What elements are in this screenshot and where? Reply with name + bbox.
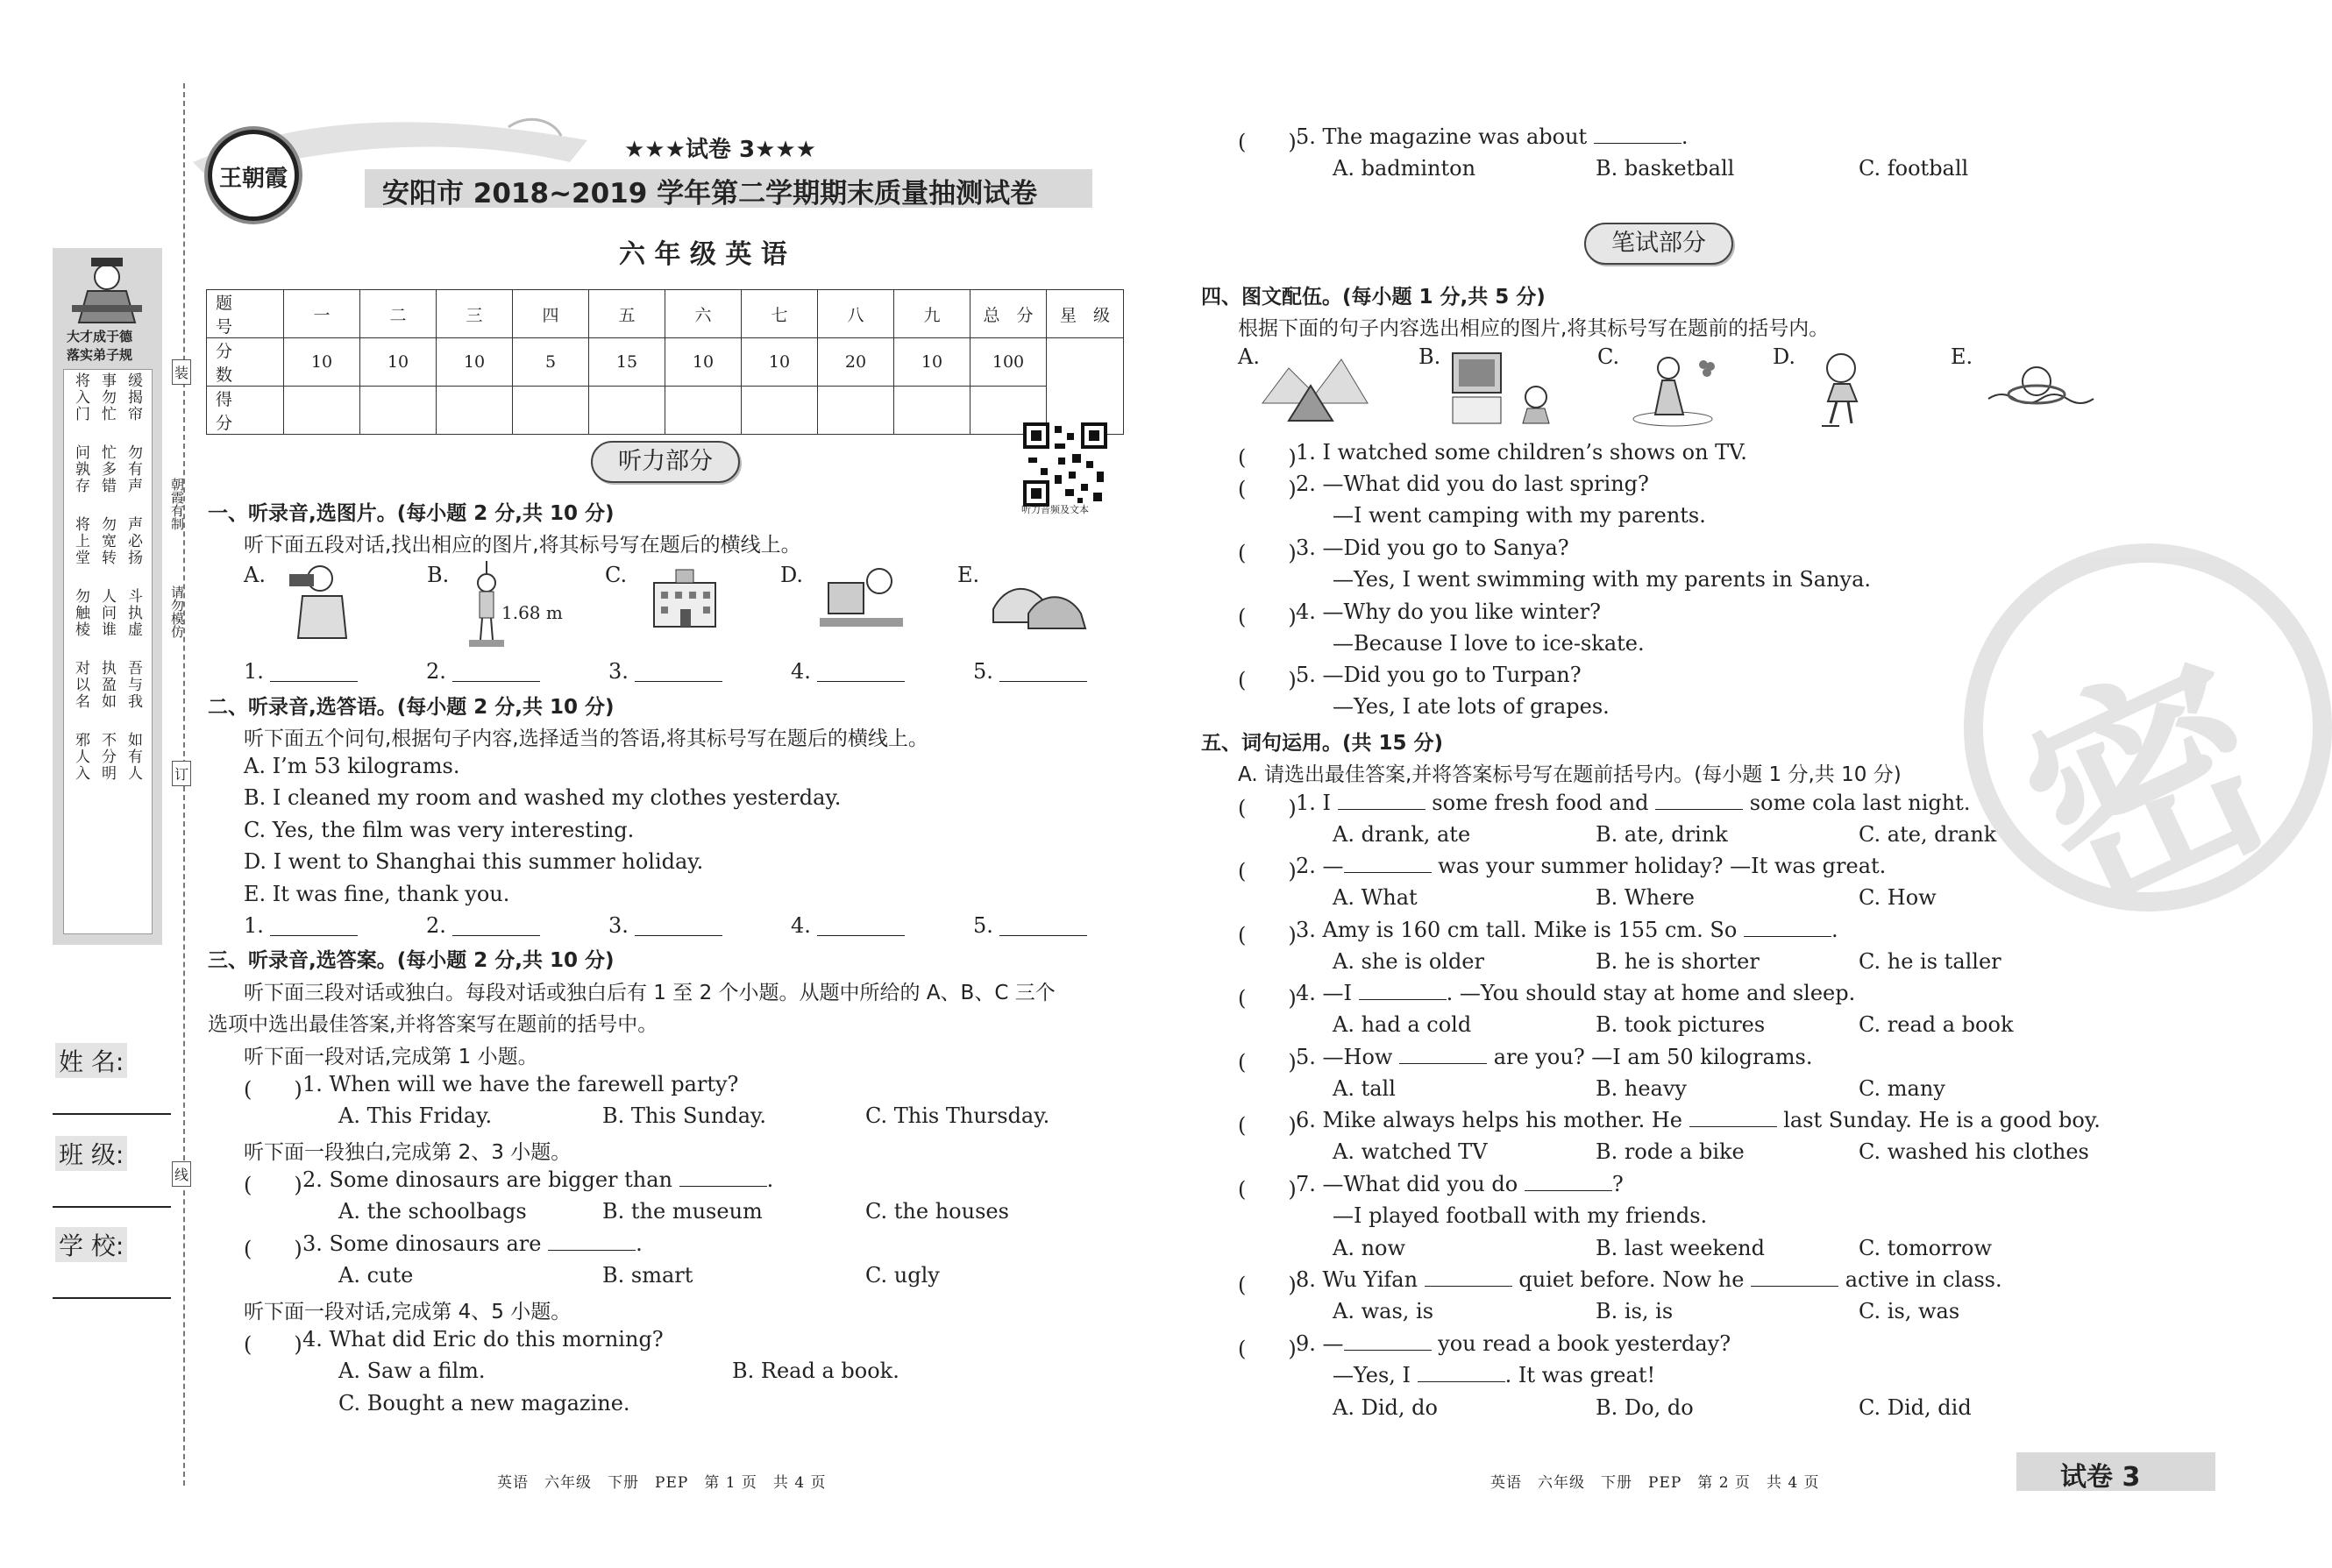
motto-column: 勿触棱	[72, 588, 89, 638]
motto-column: 对以名	[72, 660, 89, 710]
q-text: some fresh food and	[1432, 791, 1649, 815]
paren[interactable]: ( )	[244, 1077, 302, 1102]
answer-blank[interactable]	[999, 919, 1087, 936]
option: A. Saw a film.	[338, 1359, 486, 1383]
s2-option-a: A. I’m 53 kilograms.	[244, 754, 460, 778]
s2-option-e: E. It was fine, thank you.	[244, 882, 510, 906]
answer-blank[interactable]	[1655, 792, 1743, 810]
class-field[interactable]	[53, 1206, 171, 1208]
option: A. This Friday.	[338, 1103, 493, 1128]
scholar-illustration	[53, 252, 162, 331]
paren[interactable]: ( )	[1238, 1050, 1297, 1075]
answer-blank[interactable]	[1344, 1333, 1432, 1351]
paren[interactable]: ( )	[1238, 1337, 1297, 1361]
option: A. Did, do	[1333, 1395, 1438, 1420]
score-cell: 5	[513, 338, 589, 387]
answer-blank[interactable]	[1744, 919, 1831, 937]
answer-blank[interactable]	[270, 664, 358, 682]
option: B. This Sunday.	[602, 1103, 767, 1128]
score-cell: 10	[284, 338, 360, 387]
s2-option-d: D. I went to Shanghai this summer holiday.	[244, 849, 704, 874]
score-cell: 10	[360, 338, 437, 387]
score-cell: 三	[437, 290, 513, 338]
score-cell: 七	[742, 290, 818, 338]
name-label: 姓 名:	[55, 1043, 127, 1078]
paren[interactable]: ( )	[1238, 605, 1297, 629]
motto-column: 斗执虚	[124, 588, 142, 638]
s5-q2	[1296, 854, 1886, 878]
paren[interactable]: ( )	[1238, 445, 1297, 470]
qr-caption: 听力音频及文本	[1021, 504, 1089, 515]
s1-label-e: E.	[957, 563, 980, 587]
option: A. cute	[338, 1263, 414, 1288]
option: A. drank, ate	[1333, 822, 1471, 847]
score-cell: 八	[818, 290, 894, 338]
s4-item: —Yes, I went swimming with my parents in Sanya.	[1333, 567, 1872, 592]
paren[interactable]: ( )	[1238, 541, 1297, 565]
s2-title: 二、听录音,选答语。(每小题 2 分,共 10 分)	[208, 696, 615, 719]
s2-num: 2.	[426, 913, 446, 938]
motto-column: 勿有声	[124, 444, 142, 494]
score-table-header-row	[207, 290, 1124, 338]
s4-item: 3. —Did you go to Sanya?	[1296, 536, 1569, 560]
s4-instr: 根据下面的句子内容选出相应的图片,将其标号写在题前的括号内。	[1238, 317, 1830, 340]
s3-group-2: 听下面一段独白,完成第 2、3 小题。	[244, 1141, 572, 1164]
q-text: 7. —What did you do	[1296, 1172, 1518, 1196]
s1-label-a: A.	[244, 563, 266, 587]
answer-blank[interactable]	[1359, 983, 1447, 1000]
class-label: 班 级:	[55, 1136, 127, 1171]
q-text: 2. —	[1296, 854, 1344, 878]
s2-num: 3.	[608, 913, 629, 938]
option: A. had a cold	[1333, 1012, 1472, 1037]
s1-num: 3.	[608, 659, 629, 684]
paren[interactable]: ( )	[1238, 130, 1297, 154]
q-text: 5. —How	[1296, 1045, 1393, 1069]
building-picture	[636, 570, 733, 631]
ice-skating-picture	[1806, 349, 1885, 432]
s4-item: —Yes, I ate lots of grapes.	[1333, 694, 1610, 719]
s5-q6	[1296, 1108, 2101, 1132]
s4-item: 5. —Did you go to Turpan?	[1296, 663, 1582, 687]
score-cell: 10	[665, 338, 742, 387]
option: C. he is taller	[1859, 949, 2001, 974]
option: B. the museum	[602, 1199, 763, 1224]
option: C. Did, did	[1859, 1395, 1972, 1420]
score-input[interactable]	[818, 387, 894, 435]
s5-part-a: A. 请选出最佳答案,并将答案标号写在题前括号内。(每小题 1 分,共 10 分)	[1238, 763, 1902, 786]
score-cell: 10	[894, 338, 970, 387]
s3-group-1: 听下面一段对话,完成第 1 小题。	[244, 1046, 538, 1068]
s4-item: 2. —What did you do last spring?	[1296, 472, 1649, 496]
q-text: last Sunday. He is a good boy.	[1783, 1108, 2101, 1132]
answer-blank[interactable]	[1418, 1365, 1505, 1382]
score-cell: 10	[437, 338, 513, 387]
option: C. read a book	[1859, 1012, 2014, 1037]
s1-num: 1.	[244, 659, 264, 684]
q-text: .	[1831, 918, 1838, 942]
score-input[interactable]	[742, 387, 818, 435]
answer-blank[interactable]	[548, 1233, 636, 1251]
s5-q7-reply: —I played football with my friends.	[1333, 1203, 1708, 1228]
motto-column: 问孰存	[72, 444, 89, 494]
score-input[interactable]	[284, 387, 360, 435]
s4-item: 4. —Why do you like winter?	[1296, 600, 1601, 624]
score-cell: 九	[894, 290, 970, 338]
answer-blank[interactable]	[1425, 1269, 1512, 1287]
s5-q3	[1296, 918, 1838, 942]
answer-blank[interactable]	[270, 919, 358, 936]
paren[interactable]: ( )	[1238, 477, 1297, 501]
s3-title: 三、听录音,选答案。(每小题 2 分,共 10 分)	[208, 949, 615, 972]
writing-section-badge: 笔试部分	[1584, 223, 1733, 265]
exam-title: 安阳市 2018~2019 学年第二学期期末质量抽测试卷	[382, 178, 1038, 209]
s1-num: 4.	[791, 659, 811, 684]
tv-picture	[1448, 349, 1562, 428]
option: A. the schoolbags	[338, 1199, 527, 1224]
s4-item: —Because I love to ice-skate.	[1333, 631, 1645, 656]
option: C. the houses	[865, 1199, 1009, 1224]
option: A. tall	[1333, 1076, 1396, 1101]
score-input[interactable]	[360, 387, 437, 435]
motto-1: 大才成于德	[67, 329, 133, 344]
answer-blank[interactable]	[817, 919, 905, 936]
paren[interactable]: ( )	[244, 1173, 302, 1197]
option: C. ate, drank	[1859, 822, 1997, 847]
answer-blank[interactable]	[635, 919, 722, 936]
q-text: 9. —	[1296, 1331, 1344, 1356]
paren[interactable]: ( )	[1238, 1273, 1297, 1297]
margin-mark-2: 订	[172, 761, 191, 786]
s4-label-b: B.	[1418, 344, 1441, 369]
answer-blank[interactable]	[1751, 1269, 1838, 1287]
score-cell: 20	[818, 338, 894, 387]
score-table-points-row	[207, 338, 1124, 387]
swimming-picture	[1988, 355, 2094, 421]
option: C. ugly	[865, 1263, 940, 1288]
logo-text: 王朝霞	[219, 166, 288, 192]
s4-item: —I went camping with my parents.	[1333, 503, 1706, 528]
grapes-girl-picture	[1629, 349, 1725, 428]
score-cell: 得 分	[207, 387, 284, 435]
option: C. many	[1859, 1076, 1945, 1101]
score-cell: 总 分	[970, 290, 1047, 338]
s5-q7	[1296, 1172, 1624, 1196]
s3-instr-2: 选项中选出最佳答案,并将答案写在题前的括号中。	[208, 1013, 658, 1036]
motto-column: 忙多错	[98, 444, 116, 494]
height-label: 1.68 m	[501, 602, 563, 623]
paren[interactable]: ( )	[1238, 923, 1297, 947]
option: B. smart	[602, 1263, 693, 1288]
q-text: —Yes, I	[1333, 1363, 1411, 1387]
confidential-stamp	[1964, 543, 2332, 956]
score-cell: 星 级	[1047, 290, 1124, 338]
star-level-cell[interactable]	[1047, 338, 1124, 435]
s3-q4: 4. What did Eric do this morning?	[302, 1327, 664, 1352]
paren[interactable]: ( )	[244, 1332, 302, 1357]
option: B. last weekend	[1596, 1236, 1765, 1260]
s3-q2: 2. Some dinosaurs are bigger than .	[302, 1167, 774, 1192]
motto-column: 人问谁	[98, 588, 116, 638]
s1-instr: 听下面五段对话,找出相应的图片,将其标号写在题后的横线上。	[244, 534, 801, 557]
s5-q9	[1296, 1331, 1731, 1356]
q-text: 2. Some dinosaurs are bigger than	[302, 1167, 673, 1192]
score-input[interactable]	[437, 387, 513, 435]
q-text: . It was great!	[1504, 1363, 1656, 1387]
score-input[interactable]	[894, 387, 970, 435]
option: A. watched TV	[1333, 1139, 1488, 1164]
paren[interactable]: ( )	[1238, 986, 1297, 1011]
motto-column: 如有人	[124, 732, 142, 782]
s3-group-3: 听下面一段对话,完成第 4、5 小题。	[244, 1301, 572, 1323]
s5-q4	[1296, 981, 1855, 1005]
q-text: 6. Mike always helps his mother. He	[1296, 1108, 1682, 1132]
s4-label-c: C.	[1597, 344, 1620, 369]
exam-subtitle: 六 年 级 英 语	[619, 239, 787, 270]
s5-q9-reply	[1333, 1363, 1655, 1387]
s1-label-d: D.	[780, 563, 804, 587]
score-cell: 六	[665, 290, 742, 338]
motto-column: 将入门	[72, 372, 89, 422]
q-text: was your summer holiday? —It was great.	[1438, 854, 1887, 878]
q-text: 5. The magazine was about	[1296, 124, 1588, 149]
s3-q5: 5. The magazine was about .	[1296, 124, 1689, 149]
score-cell: 四	[513, 290, 589, 338]
option: B. Where	[1596, 885, 1695, 910]
paren[interactable]: ( )	[1238, 859, 1297, 883]
answer-blank[interactable]	[635, 664, 722, 682]
s5-q8	[1296, 1267, 2002, 1292]
logo-badge	[208, 130, 299, 221]
margin-mark-1: 装	[172, 359, 191, 385]
option: C. How	[1859, 885, 1937, 910]
q-text: active in class.	[1845, 1267, 2002, 1292]
s5-q1	[1296, 791, 1970, 815]
option: A. was, is	[1333, 1299, 1434, 1323]
motto-2: 落实弟子规	[67, 347, 133, 363]
s1-num: 5.	[973, 659, 993, 684]
footer-left: 英语 六年级 下册 PEP 第 1 页 共 4 页	[497, 1474, 827, 1492]
option: B. rode a bike	[1596, 1139, 1745, 1164]
s4-label-d: D.	[1773, 344, 1796, 369]
q-text: quiet before. Now he	[1518, 1267, 1745, 1292]
answer-blank[interactable]	[452, 919, 540, 936]
score-cell: 题 号	[207, 290, 284, 338]
motto-column: 执盈如	[98, 660, 116, 710]
answer-blank[interactable]	[1338, 792, 1426, 810]
s3-q3: 3. Some dinosaurs are .	[302, 1231, 643, 1256]
listening-section-badge: 听力部分	[591, 441, 740, 483]
photographer-picture	[267, 561, 355, 640]
q-text: ?	[1611, 1172, 1624, 1196]
answer-blank[interactable]	[1689, 1110, 1777, 1127]
motto-column: 将上堂	[72, 516, 89, 566]
option: B. is, is	[1596, 1299, 1674, 1323]
q-text: 3. Amy is 160 cm tall. Mike is 155 cm. So	[1296, 918, 1738, 942]
s5-title: 五、词句运用。(共 15 分)	[1201, 732, 1444, 755]
school-label: 学 校:	[55, 1227, 127, 1262]
option: C. football	[1859, 156, 1969, 181]
score-cell: 五	[589, 290, 665, 338]
score-table-score-row	[207, 387, 1124, 435]
seal-text: 朝霞有制	[169, 478, 185, 530]
q-text: 1. I	[1296, 791, 1332, 815]
s4-item: 1. I watched some children’s shows on TV.	[1296, 440, 1747, 465]
footer-right: 英语 六年级 下册 PEP 第 2 页 共 4 页	[1490, 1474, 1820, 1492]
qr-code	[1023, 422, 1107, 507]
answer-blank[interactable]	[1594, 126, 1681, 144]
camping-picture	[1262, 351, 1368, 425]
warn-text: 请勿模仿	[169, 585, 185, 638]
option: C. is, was	[1859, 1299, 1960, 1323]
s4-label-e: E.	[1951, 344, 1973, 369]
margin-mark-3: 线	[172, 1161, 191, 1187]
s5-q5	[1296, 1045, 1812, 1069]
q-text: . —You should stay at home and sleep.	[1446, 981, 1856, 1005]
option: B. Read a book.	[732, 1359, 899, 1383]
s2-option-b: B. I cleaned my room and washed my clothes yesterday.	[244, 785, 842, 810]
s1-label-b: B.	[427, 563, 450, 587]
answer-blank[interactable]	[1344, 855, 1432, 873]
answer-blank[interactable]	[999, 664, 1087, 682]
answer-blank[interactable]	[1399, 1047, 1487, 1064]
stamp-text: 密	[1989, 620, 2309, 956]
option: A. badminton	[1333, 156, 1476, 181]
paren[interactable]: ( )	[1238, 1177, 1297, 1202]
option: B. Do, do	[1596, 1395, 1694, 1420]
paren[interactable]: ( )	[1238, 1113, 1297, 1138]
motto-column: 勿宽转	[98, 516, 116, 566]
score-cell: 15	[589, 338, 665, 387]
name-field[interactable]	[53, 1113, 171, 1115]
s2-num: 4.	[791, 913, 811, 938]
option: A. now	[1333, 1236, 1406, 1260]
s1-num: 2.	[426, 659, 446, 684]
paren[interactable]: ( )	[1238, 796, 1297, 820]
option: A. What	[1333, 885, 1418, 910]
q-text: 3. Some dinosaurs are	[302, 1231, 542, 1256]
score-cell: 一	[284, 290, 360, 338]
s1-title: 一、听录音,选图片。(每小题 2 分,共 10 分)	[208, 502, 615, 525]
s1-label-c: C.	[605, 563, 628, 587]
s4-title: 四、图文配伍。(每小题 1 分,共 5 分)	[1201, 286, 1546, 309]
motto-column: 邪人入	[72, 732, 89, 782]
s2-num: 1.	[244, 913, 264, 938]
answer-blank[interactable]	[452, 664, 540, 682]
school-field[interactable]	[53, 1297, 171, 1299]
s2-num: 5.	[973, 913, 993, 938]
q-text: 8. Wu Yifan	[1296, 1267, 1418, 1292]
q-text: some cola last night.	[1749, 791, 1971, 815]
answer-blank[interactable]	[1525, 1174, 1612, 1191]
option: B. heavy	[1596, 1076, 1687, 1101]
motto-column: 缓揭帘	[124, 372, 142, 422]
s2-instr: 听下面五个问句,根据句子内容,选择适当的答语,将其标号写在题后的横线上。	[244, 727, 928, 750]
paper-badge: 试卷 3	[2060, 1462, 2141, 1493]
motto-column: 声必扬	[124, 516, 142, 566]
option: C. tomorrow	[1859, 1236, 1993, 1260]
s3-q1: 1. When will we have the farewell party?	[302, 1072, 739, 1096]
option: C. washed his clothes	[1859, 1139, 2089, 1164]
answer-blank[interactable]	[817, 664, 905, 682]
score-cell: 10	[742, 338, 818, 387]
option: C. This Thursday.	[865, 1103, 1050, 1128]
q-text: you read a book yesterday?	[1438, 1331, 1731, 1356]
q-text: 4. —I	[1296, 981, 1353, 1005]
option: C. Bought a new magazine.	[338, 1391, 630, 1415]
motto-column: 事勿忙	[98, 372, 116, 422]
paren[interactable]: ( )	[244, 1237, 302, 1261]
computer-picture	[820, 565, 907, 635]
motto-column: 吾与我	[124, 660, 142, 710]
score-input[interactable]	[513, 387, 589, 435]
option: B. took pictures	[1596, 1012, 1766, 1037]
paper-number: ★★★试卷 3★★★	[624, 137, 816, 163]
option: B. ate, drink	[1596, 822, 1728, 847]
option: A. she is older	[1333, 949, 1484, 974]
score-cell: 分 数	[207, 338, 284, 387]
motto-column: 不分明	[98, 732, 116, 782]
score-cell: 100	[970, 338, 1047, 387]
q-text: are you? —I am 50 kilograms.	[1493, 1045, 1813, 1069]
s3-instr-1: 听下面三段对话或独白。每段对话或独白后有 1 至 2 个小题。从题中所给的 A、B、C 三个	[244, 982, 1056, 1004]
score-input[interactable]	[589, 387, 665, 435]
score-input[interactable]	[665, 387, 742, 435]
option: B. he is shorter	[1596, 949, 1760, 974]
shoes-picture	[989, 574, 1094, 635]
answer-blank[interactable]	[679, 1169, 767, 1187]
score-table	[206, 289, 1124, 435]
s2-option-c: C. Yes, the film was very interesting.	[244, 818, 635, 842]
score-cell: 二	[360, 290, 437, 338]
option: B. basketball	[1596, 156, 1735, 181]
s4-label-a: A.	[1238, 344, 1260, 369]
paren[interactable]: ( )	[1238, 668, 1297, 692]
